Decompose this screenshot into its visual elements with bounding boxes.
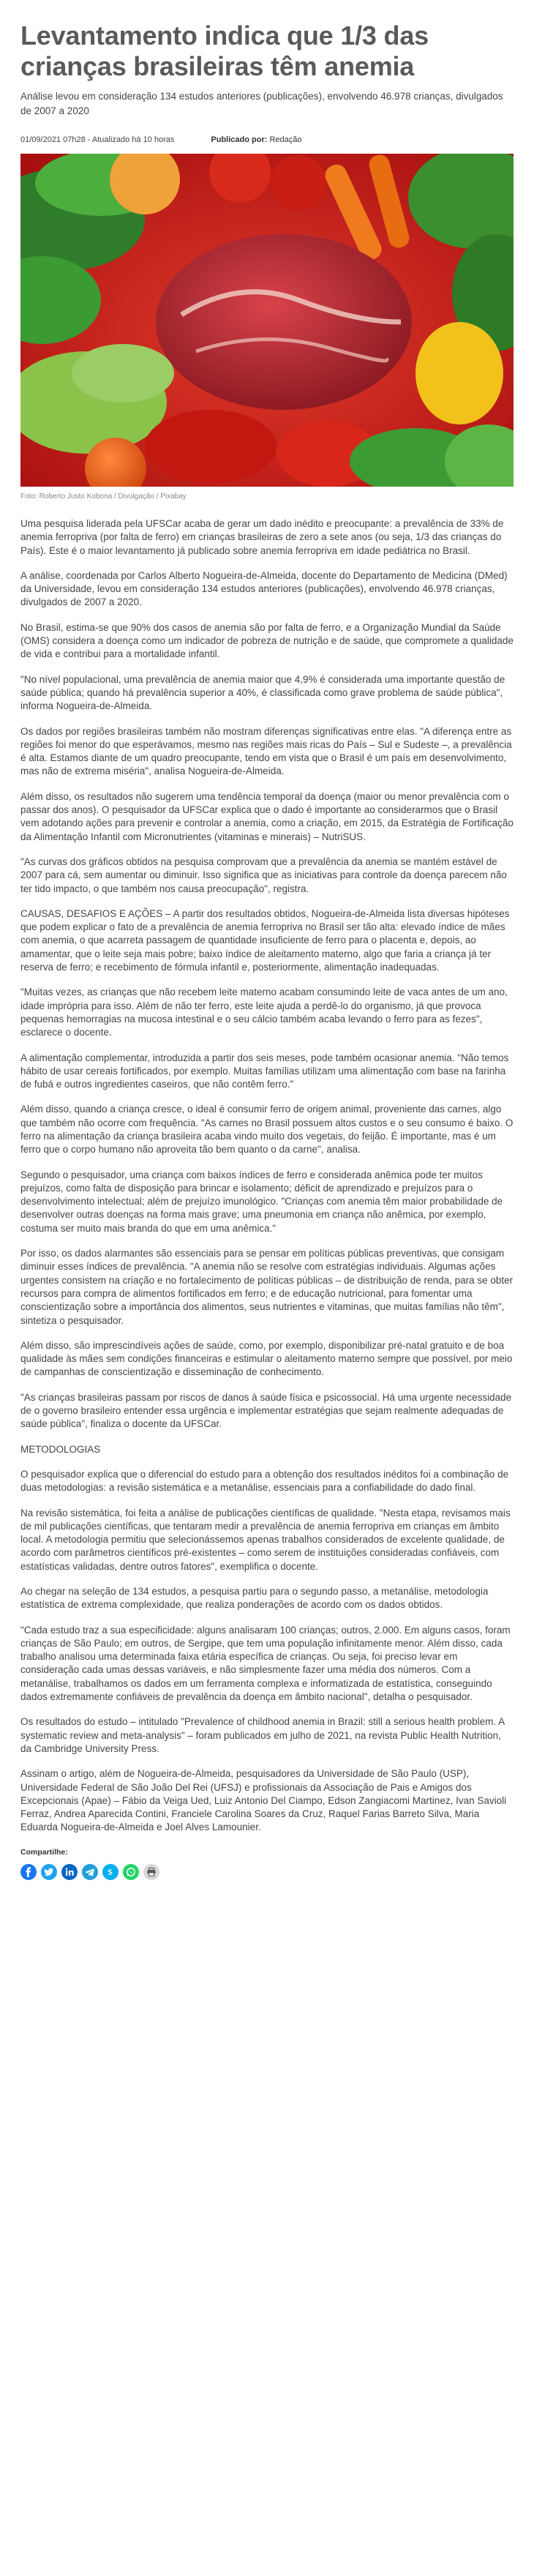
article-body: [20, 517, 514, 1835]
article-title: Levantamento indica que 1/3 das crianças brasileiras têm anemia: [20, 20, 429, 81]
share-telegram-button[interactable]: [82, 1864, 98, 1880]
paragraph: "Muitas vezes, as crianças que não recebem leite materno acabam consumindo leite de vaca antes de um ano, idade imprópria para isso. Além de não ter ferro, este leite ajuda a perdê-lo do organismo, já que provoca pequenas hemorragias na mucosa intestinal e o seu cálcio também acaba levando o ferro para as fezes", esclarece o docente.: [20, 986, 508, 1038]
paragraph: CAUSAS, DESAFIOS E AÇÕES – A partir dos resultados obtidos, Nogueira-de-Almeida lista diversas hipóteses que podem explicar o fato de a prevalência de anemia ferropriva no Brasil ser tão alta: elevado índice de mães com anemia, o que acarreta passagem de quantidade insuficiente de ferro para o placenta e, depois, ao amamentar, que o leite seja mais pobre; baixo índice de aleitamento materno, algo que faria a criança já ter reserva de ferro; e recebimento de fórmula infantil e, posteriormente, alimentação inadequadas.: [20, 907, 510, 973]
whatsapp-icon: [123, 1864, 139, 1880]
published-by: [211, 135, 301, 144]
published-by-label: Publicado por:: [211, 135, 268, 144]
paragraph: "As crianças brasileiras passam por riscos de danos à saúde física e psicossocial. Há uma urgente necessidade de o governo brasileiro entender essa urgência e implementar estratégias que sejam realmente adequadas de saúde pública", finaliza o docente da UFSCar.: [20, 1391, 512, 1430]
share-label: Compartilhe:: [20, 1847, 68, 1857]
photo-credit: Foto: Roberto Justo Kobona / Divulgação / Pixabay: [20, 493, 187, 501]
food-photo: [20, 154, 514, 487]
paragraph: "As curvas dos gráficos obtidos na pesquisa comprovam que a prevalência da anemia se mantém estável de 2007 para cá, sem aumentar ou diminuir. Isso significa que as iniciativas para controle da doença parecem não ter tido impacto, o que também nos causa preocupação", registra.: [20, 855, 507, 894]
hero-image: [20, 154, 514, 487]
paragraph: No Brasil, estima-se que 90% dos casos de anemia são por falta de ferro, e a Organização Mundial da Saúde (OMS) considera a doença como um indicador de pobreza de nutrição e de saúde, que compromete a qualidade de vida e contribui para a mortalidade infantil.: [20, 621, 514, 660]
paragraph: Ao chegar na seleção de 134 estudos, a pesquisa partiu para o segundo passo, a metanálise, metodologia estatística de extrema complexidade, que realiza ponderações de acordo com os dados obtidos.: [20, 1586, 489, 1611]
paragraph: O pesquisador explica que o diferencial do estudo para a obtenção dos resultados inéditos foi a combinação de duas metodologias: a revisão sistemática e a metanálise, essenciais para a confiabilidade do dado final.: [20, 1468, 509, 1494]
linkedin-icon: [61, 1864, 78, 1880]
print-icon: [143, 1864, 159, 1880]
section-heading: METODOLOGIAS: [20, 1443, 101, 1455]
paragraph: A alimentação complementar, introduzida a partir dos seis meses, pode também ocasionar anemia. "Não temos hábito de usar cereais fortificados, por exemplo. Muitas famílias utilizam uma alimentação com base na farinha de fubá e outros ingredientes caseiros, que não contêm ferro.": [20, 1052, 509, 1090]
paragraph: Além disso, quando a criança cresce, o ideal é consumir ferro de origem animal, proveniente das carnes, algo que também não ocorre com frequência. "As carnes no Brasil possuem altos custos e o seu consumo é baixo. O ferro na alimentação da criança brasileira acaba vindo muito dos vegetais, do feijão. É importante, mas é um ferro que o corpo humano não aproveita tão bem quanto o da carne", analisa.: [20, 1104, 514, 1156]
article-date: 01/09/2021 07h28 - Atualizado há 10 horas: [20, 135, 175, 144]
published-by-name: Redação: [269, 135, 302, 144]
paragraph: Segundo o pesquisador, uma criança com baixos índices de ferro e considerada anêmica pode ter muitos prejuízos, como falta de disposição para brincar e isolamento; déficit de aprendizado e prejuízos para o desenvolvimento intelectual; além de prejuízo imunológico. "Crianças com anemia têm maior probabilidade de desenvolver outras doenças na forma mais grave; uma pneumonia em criança não anêmica, por exemplo, costuma ser muito mais branda do que em uma anêmica.": [20, 1169, 503, 1234]
share-twitter-button[interactable]: [41, 1864, 57, 1880]
paragraph: Uma pesquisa liderada pela UFSCar acaba de gerar um dado inédito e preocupante: a prevalência de 33% de anemia ferropriva (por falta de ferro) em crianças brasileiras de zero a sete anos (ou seja, 1/3 das crianças do País). Este é o maior levantamento já publicado sobre anemia ferropriva em idade pediátrica no Brasil.: [20, 518, 504, 556]
telegram-icon: [82, 1864, 98, 1880]
paragraph: Além disso, os resultados não sugerem uma tendência temporal da doença (maior ou menor prevalência com o passar dos anos). O pesquisador da UFSCar explica que o dado é importante ao considerarmos que o Brasil vem adotando ações para prevenir e controlar a anemia, como a criação, em 2015, da Estratégia de Fortificação da Alimentação Infantil com Micronutrientes (vitaminas e minerais) – NutriSUS.: [20, 790, 514, 842]
share-print-button[interactable]: [143, 1864, 159, 1880]
share-linkedin-button[interactable]: [61, 1864, 78, 1880]
skype-icon: [102, 1864, 119, 1880]
paragraph: "No nível populacional, uma prevalência de anemia maior que 4,9% é considerada uma importante questão de saúde pública; quando há prevalência superior a 40%, é classificada como grave problema de saúde pública", informa Nogueira-de-Almeida.: [20, 673, 505, 712]
share-section: [20, 1848, 514, 1880]
share-skype-button[interactable]: [102, 1864, 119, 1880]
article-subtitle: Análise levou em consideração 134 estudos anteriores (publicações), envolvendo 46.978 crianças, divulgados de 2007 a 2020: [20, 91, 503, 116]
paragraph: Além disso, são imprescindíveis ações de saúde, como, por exemplo, disponibilizar pré-natal gratuito e de boa qualidade às mães sem condições financeiras e estimular o aleitamento materno sempre que possível, por meio de campanhas de conscientização e disseminação de conhecimento.: [20, 1339, 513, 1378]
paragraph: Os resultados do estudo – intitulado "Prevalence of childhood anemia in Brazil: still a serious health problem. A systematic review and meta-analysis" – foram publicados em julho de 2021, na revista Public Health Nutrition, da Cambridge University Press.: [20, 1716, 505, 1754]
paragraph: Na revisão sistemática, foi feita a análise de publicações científicas de qualidade. "Nesta etapa, revisamos mais de mil publicações científicas, que tentaram medir a prevalência de anemia ferropriva em crianças em âmbito local. A metodologia permitiu que selecionássemos apenas trabalhos considerados de excelente qualidade, de acordo com parâmetros científicos pré-existentes – como serem de instituições consideradas confiáveis, com estatísticas validadas, dentre outros fatores", exemplifica o docente.: [20, 1507, 511, 1572]
paragraph: "Cada estudo traz a sua especificidade: alguns analisaram 100 crianças; outros, 2.000. Em alguns casos, foram crianças de São Paulo; em outros, de Sergipe, que tem uma população infinitamente menor. Além disso, cada trabalho analisou uma determinada faixa etária específica de crianças. Ou seja, foi preciso levar em consideração cada umas dessas variáveis, e não simplesmente fazer uma média dos números. Com a metanálise, trabalhamos os dados em um ferramenta complexa e informatizada de estatística, conseguindo dados extremamente confiáveis de prevalência da doença em âmbito nacional", detalha o pesquisador.: [20, 1624, 511, 1703]
paragraph: Assinam o artigo, além de Nogueira-de-Almeida, pesquisadores da Universidade de São Paulo (USP), Universidade Federal de São João Del Rei (UFSJ) e profissionais da Associação de Pais e Amigos dos Excepcionais (Apae) – Fábio da Veiga Ued, Luiz Antonio Del Ciampo, Edson Zangiacomi Martinez, Ivan Savioli Ferraz, Andrea Aparecida Contini, Franciele Carolina Soares da Cruz, Raquel Farias Barreto Silva, Maria Eduarda Nogueira-de-Almeida e Joel Alves Lamounier.: [20, 1768, 507, 1833]
facebook-icon: [20, 1864, 37, 1880]
share-whatsapp-button[interactable]: [123, 1864, 139, 1880]
paragraph: Por isso, os dados alarmantes são essenciais para se pensar em políticas públicas preventivas, que consigam diminuir esses índices de prevalência. "A anemia não se resolve com estratégias individuais. Algumas ações urgentes consistem na criação e no fortalecimento de políticas públicas – de distribuição de renda, para se obter recursos para compra de alimentos fortificados em ferro; e de educação nutricional, para fomentar uma conscientização sobre a importância dos alimentos, seus nutrientes e vitaminas, que muitas famílias não têm", sintetiza o pesquisador.: [20, 1248, 514, 1326]
twitter-icon: [41, 1864, 57, 1880]
article-meta: [20, 135, 514, 145]
share-buttons: [20, 1864, 514, 1880]
share-facebook-button[interactable]: [20, 1864, 37, 1880]
paragraph: A análise, coordenada por Carlos Alberto Nogueira-de-Almeida, docente do Departamento de Medicina (DMed) da Universidade, levou em consideração 134 estudos anteriores (publicações), envolvendo 46.978 crianças, divulgados de 2007 a 2020.: [20, 569, 508, 608]
paragraph: Os dados por regiões brasileiras também não mostram diferenças significativas entre elas. "A diferença entre as regiões foi menor do que esperávamos, mesmo nas regiões mais ricas do País – Sul e Sudeste –, a prevalência é alta. Estamos diante de um quadro preocupante, tendo em vista que o Brasil é um país em desenvolvimento, mas não de extrema miséria", analisa Nogueira-de-Almeida.: [20, 725, 512, 777]
